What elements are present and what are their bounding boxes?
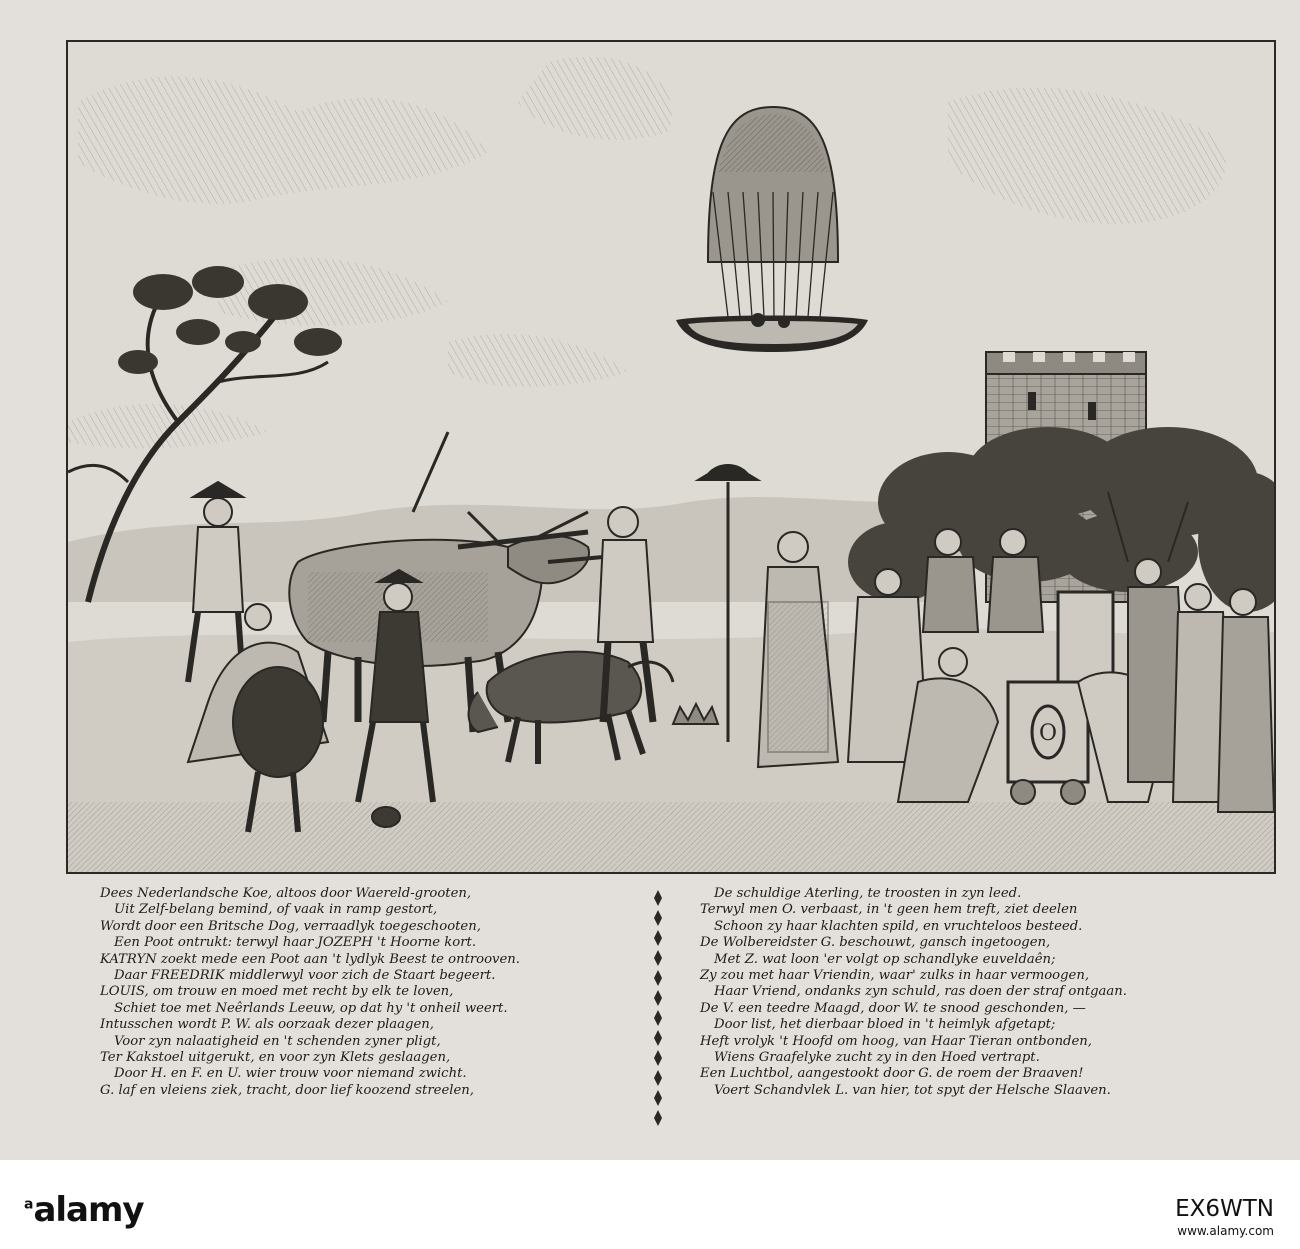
- verse-line: Schoon zy haar klachten spild, en vruchteloos besteed.: [714, 918, 1083, 934]
- verse-line: KATRYN zoekt mede een Poot aan 't lydlyk Beest te ontrooven.: [100, 951, 520, 967]
- verse-line: Een Poot ontrukt: terwyl haar JOZEPH 't Hoorne kort.: [114, 935, 477, 951]
- verse-line: De schuldige Aterling, te troosten in zyn leed.: [714, 886, 1022, 901]
- verse-line: G. laf en vleiens ziek, tracht, door lief koozend streelen,: [100, 1082, 474, 1098]
- logo-mark: a: [24, 1196, 34, 1213]
- verse-line: Intusschen wordt P. W. als oorzaak dezer plaagen,: [100, 1017, 434, 1033]
- verse-line: Terwyl men O. verbaast, in 't geen hem treft, ziet deelen: [700, 902, 1078, 918]
- verse-line: Voert Schandvlek L. van hier, tot spyt der Helsche Slaaven.: [714, 1082, 1111, 1098]
- verse-line: Dees Nederlandsche Koe, altoos door Waereld-grooten,: [100, 886, 472, 901]
- stock-logo: [24, 1190, 144, 1230]
- ornamental-divider: [651, 888, 665, 1138]
- engraving-plate: [66, 40, 1276, 874]
- chair-letter: O: [1038, 721, 1058, 746]
- verse-line: Wiens Graafelyke zucht zy in den Hoed vertrapt.: [714, 1050, 1040, 1066]
- stock-caption-bar: [0, 1160, 1300, 1249]
- verse-line: Door H. en F. en U. wier trouw voor niemand zwicht.: [114, 1066, 467, 1082]
- verse-line: Ter Kakstoel uitgerukt, en voor zyn Klets geslaagen,: [100, 1050, 451, 1066]
- verse-line: Voor zyn nalaatigheid en 't schenden zyner pligt,: [114, 1033, 441, 1049]
- verse-line: Met Z. wat loon 'er volgt op schandlyke euveldaên;: [714, 951, 1056, 967]
- verse-right: [700, 886, 1260, 1099]
- stock-url: www.alamy.com: [1177, 1224, 1274, 1238]
- verse-line: Zy zou met haar Vriendin, waar' zulks in haar vermoogen,: [700, 968, 1090, 984]
- verse-line: Daar FREEDRIK middlerwyl voor zich de Staart begeert.: [114, 968, 496, 984]
- verse-line: Uit Zelf-belang bemind, of vaak in ramp gestort,: [114, 902, 438, 918]
- verse-line: Haar Vriend, ondanks zyn schuld, ras doen der straf ontgaan.: [714, 984, 1127, 1000]
- verse-line: Een Luchtbol, aangestookt door G. de roem der Braaven!: [700, 1066, 1084, 1082]
- verse-line: Schiet toe met Neêrlands Leeuw, op dat hy 't onheil weert.: [114, 1000, 508, 1016]
- verse-line: De V. een teedre Maagd, door W. te snood geschonden, —: [700, 1000, 1086, 1016]
- verse-line: Heft vrolyk 't Hoofd om hoog, van Haar Tieran ontbonden,: [700, 1033, 1092, 1049]
- verse-left: [100, 886, 640, 1099]
- logo-text: alamy: [33, 1190, 144, 1230]
- image-id: EX6WTN: [1175, 1196, 1274, 1222]
- engraving-illustration: [68, 42, 1274, 872]
- verse-line: LOUIS, om trouw en moed met recht by elk te loven,: [100, 984, 454, 1000]
- verse-line: Door list, het dierbaar bloed in 't heimlyk afgetapt;: [714, 1017, 1056, 1033]
- verse-line: Wordt door een Britsche Dog, verraadlyk toegeschooten,: [100, 918, 481, 934]
- verse-line: De Wolbereidster G. beschouwt, gansch ingetoogen,: [700, 935, 1051, 951]
